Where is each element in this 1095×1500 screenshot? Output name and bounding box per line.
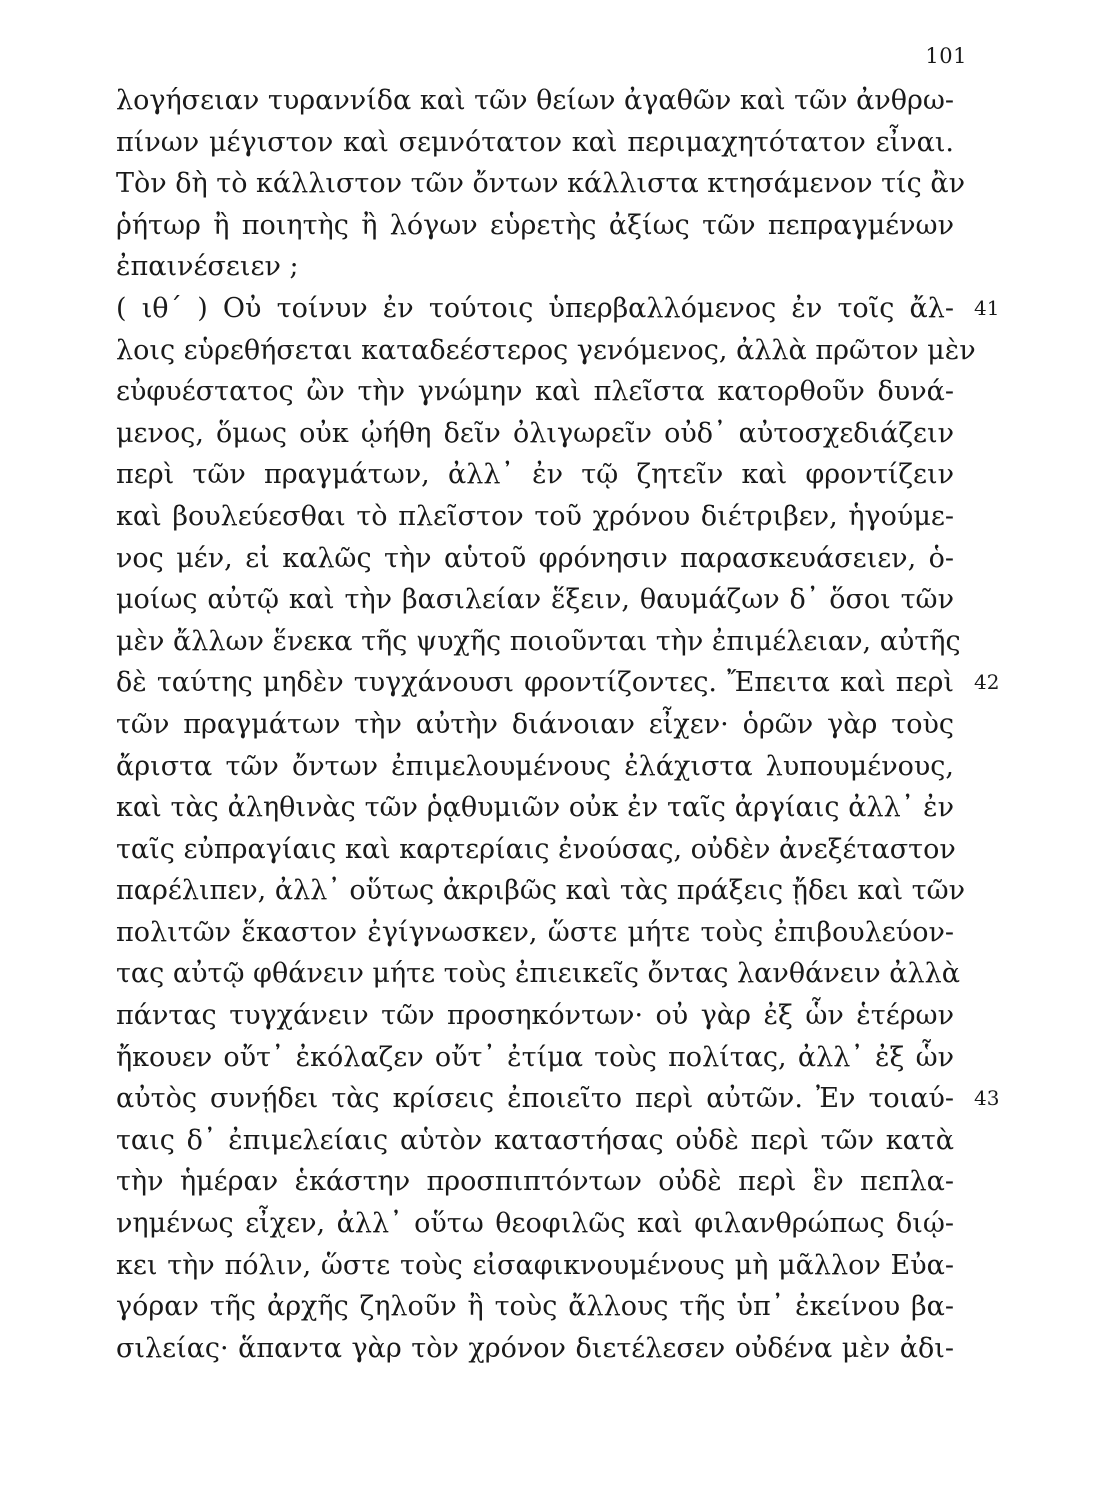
text-line: νημένως εἶχεν, ἀλλ᾿ οὕτω θεοφιλῶς καὶ φιλανθρώπως διῴ- <box>116 1208 954 1240</box>
text-line: νος μέν, εἰ καλῶς τὴν αὑτοῦ φρόνησιν παρασκευάσειεν, ὁ- <box>116 542 954 574</box>
text-line: τῶν πραγμάτων τὴν αὐτὴν διάνοιαν εἶχεν· ὁρῶν γὰρ τοὺς <box>116 708 954 740</box>
text-line: μενος, ὅμως οὐκ ᾠήθη δεῖν ὀλιγωρεῖν οὐδ᾿ αὐτοσχεδιάζειν <box>116 417 954 449</box>
text-line: ταις δ᾿ ἐπιμελείαις αὑτὸν καταστήσας οὐδὲ περὶ τῶν κατὰ <box>116 1124 954 1156</box>
text-line: λογήσειαν τυραννίδα καὶ τῶν θείων ἀγαθῶν καὶ τῶν ἀνθρω- <box>116 85 954 116</box>
text-line: αὐτὸς συνῄδει τὰς κρίσεις ἐποιεῖτο περὶ αὐτῶν. Ἐν τοιαύ- <box>116 1083 954 1115</box>
text-line: ἤκουεν οὔτ᾿ ἐκόλαζεν οὔτ᾿ ἐτίμα τοὺς πολίτας, ἀλλ᾿ ἐξ ὧν <box>116 1041 954 1073</box>
text-line: εὐφυέστατος ὢν τὴν γνώμην καὶ πλεῖστα κατορθοῦν δυνά- <box>116 376 954 408</box>
text-line: μοίως αὐτῷ καὶ τὴν βασιλείαν ἕξειν, θαυμάζων δ᾿ ὅσοι τῶν <box>116 584 954 616</box>
margin-section-number: 42 <box>974 670 1000 695</box>
margin-section-number: 41 <box>974 296 1000 320</box>
text-line: ἐπαινέσειεν ; <box>116 251 299 283</box>
text-line: κει τὴν πόλιν, ὥστε τοὺς εἰσαφικνουμένους μὴ μᾶλλον Εὐα- <box>116 1249 954 1281</box>
text-line: τας αὐτῷ φθάνειν μήτε τοὺς ἐπιεικεῖς ὄντας λανθάνειν ἀλλὰ <box>116 958 960 990</box>
text-line: δὲ ταύτης μηδὲν τυγχάνουσι φροντίζοντες. Ἔπειτα καὶ περὶ <box>116 667 954 699</box>
text-block <box>116 80 976 1369</box>
text-line: πολιτῶν ἕκαστον ἐγίγνωσκεν, ὥστε μήτε τοὺς ἐπιβουλεύον- <box>116 916 954 948</box>
text-line: ταῖς εὐπραγίαις καὶ καρτερίαις ἐνούσας, οὐδὲν ἀνεξέταστον <box>116 833 956 865</box>
text-line: καὶ βουλεύεσθαι τὸ πλεῖστον τοῦ χρόνου διέτριβεν, ἡγούμε- <box>116 500 954 532</box>
text-line: λοις εὑρεθήσεται καταδεέστερος γενόμενος, ἀλλὰ πρῶτον μὲν <box>116 334 976 366</box>
margin-section-number: 43 <box>974 1086 1000 1111</box>
text-line: περὶ τῶν πραγμάτων, ἀλλ᾿ ἐν τῷ ζητεῖν καὶ φροντίζειν <box>116 459 954 491</box>
text-line: ἄριστα τῶν ὄντων ἐπιμελουμένους ἐλάχιστα λυπουμένους, <box>116 750 954 782</box>
text-line: παρέλιπεν, ἀλλ᾿ οὕτως ἀκριβῶς καὶ τὰς πράξεις ᾔδει καὶ τῶν <box>116 875 965 907</box>
text-line: σιλείας· ἅπαντα γὰρ τὸν χρόνον διετέλεσεν οὐδένα μὲν ἀδι- <box>116 1332 954 1364</box>
text-line: μὲν ἄλλων ἕνεκα τῆς ψυχῆς ποιοῦνται τὴν ἐπιμέλειαν, αὐτῆς <box>116 625 961 657</box>
text-line: ( ιθ΄ ) Οὐ τοίνυν ἐν τούτοις ὑπερβαλλόμενος ἐν τοῖς ἄλ- <box>116 292 954 324</box>
text-line: πάντας τυγχάνειν τῶν προσηκόντων· οὐ γὰρ ἐξ ὧν ἑτέρων <box>116 1000 954 1032</box>
text-line: Τὸν δὴ τὸ κάλλιστον τῶν ὄντων κάλλιστα κτησάμενον τίς ἂν <box>116 168 965 200</box>
text-line: γόραν τῆς ἀρχῆς ζηλοῦν ἢ τοὺς ἄλλους τῆς ὑπ᾿ ἐκείνου βα- <box>116 1291 954 1323</box>
text-line: καὶ τὰς ἀληθινὰς τῶν ῥᾳθυμιῶν οὐκ ἐν ταῖς ἀργίαις ἀλλ᾿ ἐν <box>116 792 954 824</box>
text-line: ῥήτωρ ἢ ποιητὴς ἢ λόγων εὑρετὴς ἀξίως τῶν πεπραγμένων <box>116 209 954 241</box>
text-line: τὴν ἡμέραν ἑκάστην προσπιπτόντων οὐδὲ περὶ ἓν πεπλα- <box>116 1166 954 1198</box>
text-line: πίνων μέγιστον καὶ σεμνότατον καὶ περιμαχητότατον εἶναι. <box>116 126 954 158</box>
page-number: 101 <box>925 44 967 68</box>
